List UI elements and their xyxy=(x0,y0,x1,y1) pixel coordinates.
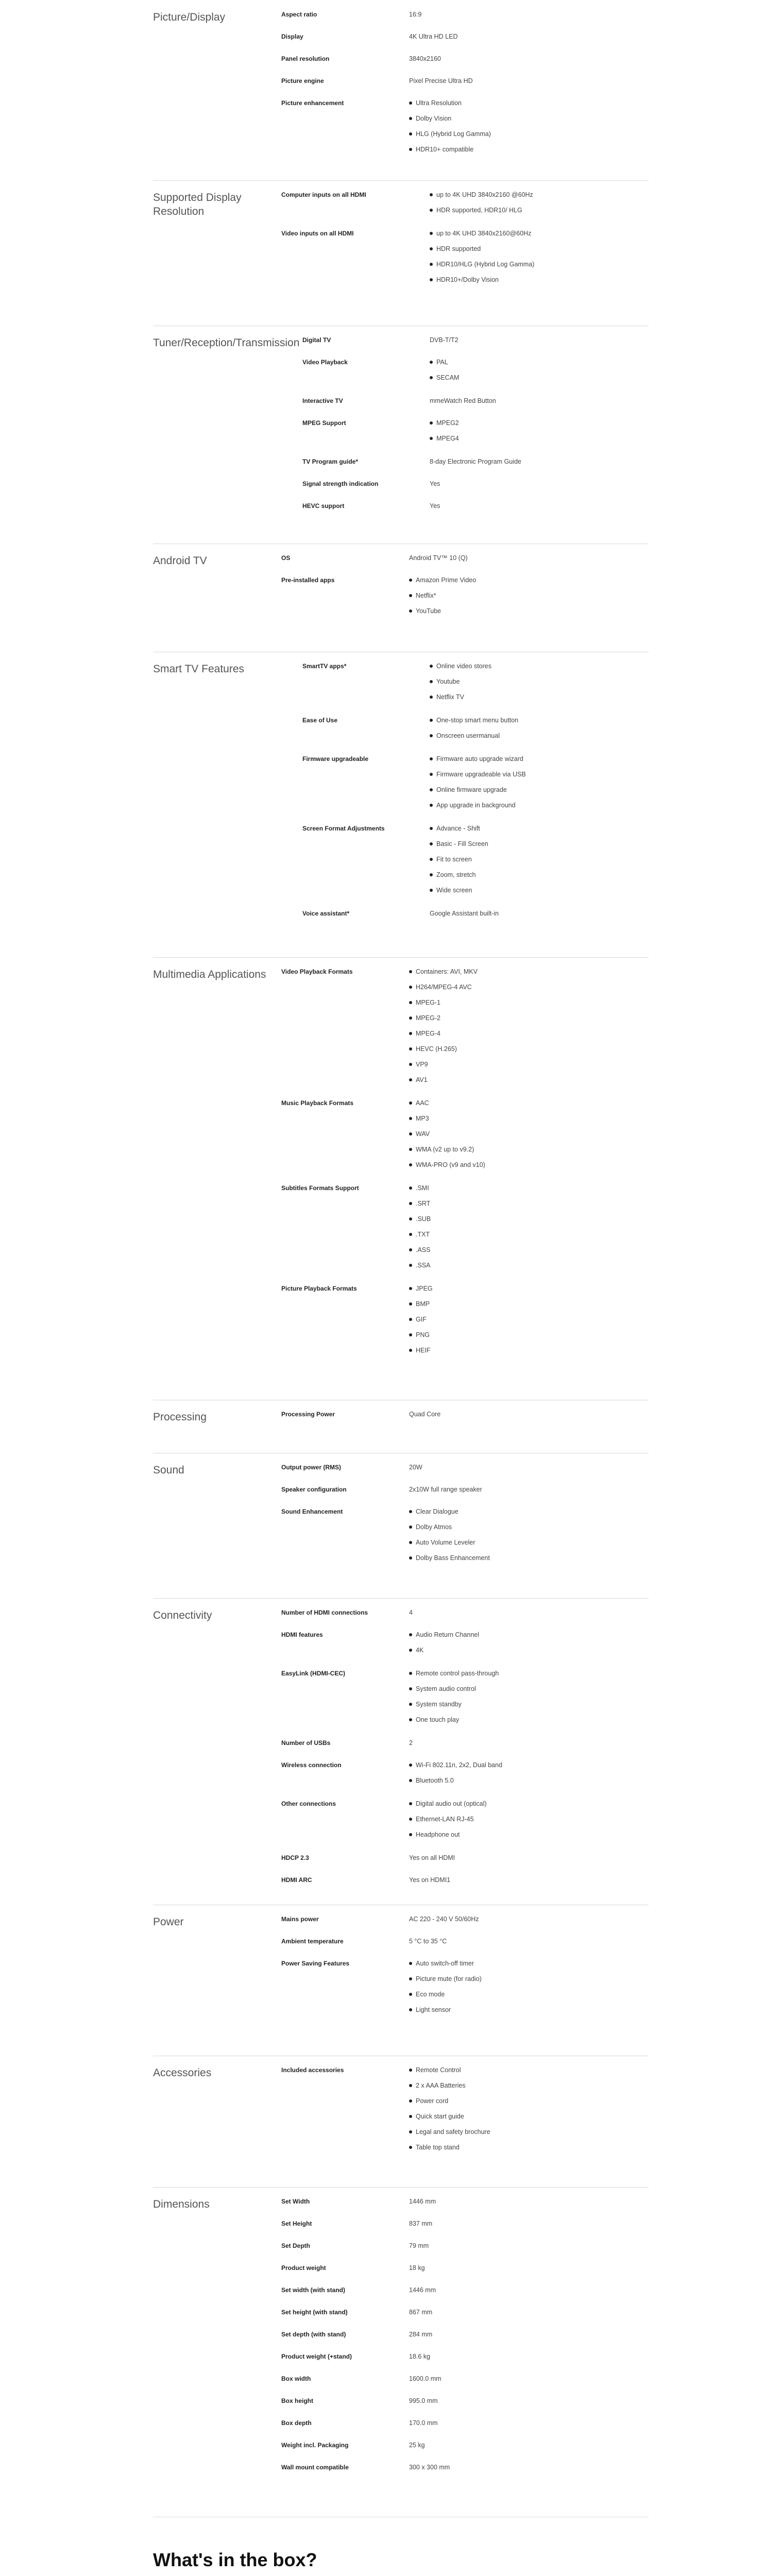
spec-list-item: H264/MPEG-4 AVC xyxy=(409,983,478,998)
spec-label: Set width (with stand) xyxy=(281,2286,345,2294)
spec-list-item: Online video stores xyxy=(430,662,491,677)
spec-label: Interactive TV xyxy=(302,397,343,404)
spec-list-item: WMA (v2 up to v9.2) xyxy=(409,1145,485,1161)
spec-list-item: Remote control pass-through xyxy=(409,1669,499,1685)
spec-label: Ease of Use xyxy=(302,717,338,724)
spec-value-list xyxy=(430,824,488,902)
spec-value-list xyxy=(409,2066,490,2159)
section-supported-display-resolution xyxy=(153,180,649,326)
spec-list-item: .SRT xyxy=(409,1199,431,1215)
spec-value-list xyxy=(409,1184,431,1277)
spec-label: Output power (RMS) xyxy=(281,1464,341,1471)
spec-label: Number of USBs xyxy=(281,1739,331,1747)
spec-list-item: HDR10+/Dolby Vision xyxy=(430,276,534,291)
section-connectivity xyxy=(153,1598,649,1905)
spec-label: Mains power xyxy=(281,1916,319,1923)
spec-value: 837 mm xyxy=(409,2220,433,2227)
spec-value-list xyxy=(409,99,491,161)
spec-list-item: App upgrade in background xyxy=(430,801,526,817)
spec-value: 4 xyxy=(409,1609,413,1616)
spec-list-item: BMP xyxy=(409,1300,433,1315)
spec-label: Sound Enhancement xyxy=(281,1508,343,1515)
section-power xyxy=(153,1905,649,2056)
spec-list-item: Bluetooth 5.0 xyxy=(409,1776,502,1792)
spec-label: Box depth xyxy=(281,2419,312,2427)
spec-list-item: One touch play xyxy=(409,1716,499,1731)
spec-list-item: System standby xyxy=(409,1700,499,1716)
spec-value: 16:9 xyxy=(409,11,422,18)
spec-list-item: HEIF xyxy=(409,1346,433,1362)
spec-value: 79 mm xyxy=(409,2242,429,2249)
spec-list-item: PAL xyxy=(430,358,459,374)
spec-list-item: Light sensor xyxy=(409,2006,482,2021)
spec-value: 300 x 300 mm xyxy=(409,2464,450,2471)
spec-list-item: JPEG xyxy=(409,1284,433,1300)
spec-list-item: Headphone out xyxy=(409,1831,487,1846)
spec-list-item: MPEG2 xyxy=(430,419,459,434)
spec-value: 1446 mm xyxy=(409,2286,436,2294)
spec-list-item: Amazon Prime Video xyxy=(409,576,476,591)
spec-label: Digital TV xyxy=(302,336,331,344)
spec-label: Wall mount compatible xyxy=(281,2464,349,2471)
spec-label: Weight incl. Packaging xyxy=(281,2442,349,2449)
spec-label: MPEG Support xyxy=(302,419,346,427)
spec-label: Video Playback Formats xyxy=(281,968,353,975)
spec-list-item: Zoom, stretch xyxy=(430,871,488,886)
spec-value: 18 kg xyxy=(409,2264,425,2272)
spec-value: 170.0 mm xyxy=(409,2419,438,2427)
spec-value-list xyxy=(430,419,459,450)
spec-value-list xyxy=(409,968,478,1091)
spec-label: Video Playback xyxy=(302,359,348,366)
spec-label: EasyLink (HDMI-CEC) xyxy=(281,1670,346,1677)
spec-label: Number of HDMI connections xyxy=(281,1609,368,1616)
spec-value: 5 °C to 35 °C xyxy=(409,1938,447,1945)
spec-label: Display xyxy=(281,33,303,40)
section-title: Processing xyxy=(153,1411,207,1423)
spec-list-item: One-stop smart menu button xyxy=(430,716,518,732)
spec-label: Box width xyxy=(281,2375,311,2382)
spec-list-item: .TXT xyxy=(409,1230,431,1246)
spec-label: Picture engine xyxy=(281,77,324,84)
spec-list-item: HEVC (H.265) xyxy=(409,1045,478,1060)
section-multimedia xyxy=(153,957,649,1400)
spec-label: Set Depth xyxy=(281,2242,311,2249)
spec-value-list xyxy=(430,191,533,222)
spec-list-item: Onscreen usermanual xyxy=(430,732,518,747)
spec-value-list xyxy=(409,1669,499,1731)
spec-value: 2 xyxy=(409,1739,413,1747)
spec-label: HDMI features xyxy=(281,1631,323,1638)
section-title: Accessories xyxy=(153,2067,212,2079)
spec-value-list xyxy=(430,755,526,817)
spec-label: Computer inputs on all HDMI xyxy=(281,191,366,198)
spec-label: Product weight xyxy=(281,2264,326,2272)
spec-list-item: Netflix TV xyxy=(430,693,491,708)
spec-list-item: 2 x AAA Batteries xyxy=(409,2081,490,2097)
spec-list-item: Firmware upgradeable via USB xyxy=(430,770,526,786)
spec-value-list xyxy=(430,716,518,747)
spec-label: Signal strength indication xyxy=(302,480,379,487)
spec-value: Yes xyxy=(430,480,440,487)
spec-list-item: WMA-PRO (v9 and v10) xyxy=(409,1161,485,1176)
section-smart-tv xyxy=(153,652,649,958)
spec-list-item: 4K xyxy=(409,1646,479,1662)
spec-label: Product weight (+stand) xyxy=(281,2353,352,2360)
spec-list-item: Netflix* xyxy=(409,591,476,607)
spec-label: Other connections xyxy=(281,1800,336,1807)
spec-list-item: Remote Control xyxy=(409,2066,490,2081)
spec-list-item: MPEG4 xyxy=(430,434,459,450)
spec-list-item: HDR10/HLG (Hybrid Log Gamma) xyxy=(430,260,534,276)
spec-label: Set depth (with stand) xyxy=(281,2331,346,2338)
spec-value: Android TV™ 10 (Q) xyxy=(409,554,468,562)
spec-list-item: HDR supported xyxy=(430,245,534,260)
section-tuner xyxy=(153,326,649,544)
spec-label: Video inputs on all HDMI xyxy=(281,230,354,237)
section-title: Sound xyxy=(153,1464,184,1476)
spec-list-item: up to 4K UHD 3840x2160@60Hz xyxy=(430,229,534,245)
spec-list-item: YouTube xyxy=(409,607,476,622)
spec-label: Box height xyxy=(281,2397,313,2404)
spec-value-list xyxy=(409,1800,487,1846)
spec-label: Music Playback Formats xyxy=(281,1099,354,1107)
spec-list-item: MPEG-4 xyxy=(409,1029,478,1045)
section-dimensions xyxy=(153,2187,649,2517)
spec-list-item: Auto Volume Leveler xyxy=(409,1538,490,1554)
section-android-tv xyxy=(153,544,649,652)
spec-label: Panel resolution xyxy=(281,55,330,62)
spec-value: 3840x2160 xyxy=(409,55,441,62)
spec-list-item: Audio Return Channel xyxy=(409,1631,479,1646)
section-title: Dimensions xyxy=(153,2198,210,2210)
spec-value: 1446 mm xyxy=(409,2198,436,2205)
spec-list-item: Dolby Atmos xyxy=(409,1523,490,1538)
spec-list-item: Ethernet-LAN RJ-45 xyxy=(409,1815,487,1831)
spec-value: 4K Ultra HD LED xyxy=(409,33,458,40)
spec-list-item: Youtube xyxy=(430,677,491,693)
section-accessories xyxy=(153,2056,649,2188)
spec-value: Yes on all HDMI xyxy=(409,1854,455,1861)
spec-value: Quad Core xyxy=(409,1411,441,1418)
spec-label: Set Width xyxy=(281,2198,310,2205)
spec-value-list xyxy=(430,229,534,291)
spec-value: 8-day Electronic Program Guide xyxy=(430,458,521,465)
spec-value: 18.6 kg xyxy=(409,2353,431,2360)
section-title: Picture/Display xyxy=(153,11,226,23)
spec-list-item: Advance - Shift xyxy=(430,824,488,840)
section-title: Smart TV Features xyxy=(153,663,245,675)
spec-label: HDMI ARC xyxy=(281,1876,312,1884)
spec-list-item: MP3 xyxy=(409,1114,485,1130)
spec-list-item: HDR supported, HDR10/ HLG xyxy=(430,206,533,222)
spec-value: Pixel Precise Ultra HD xyxy=(409,77,473,84)
spec-label: Set height (with stand) xyxy=(281,2309,348,2316)
spec-list-item: Auto switch-off timer xyxy=(409,1959,482,1975)
spec-label: Pre-installed apps xyxy=(281,577,335,584)
spec-list-item: MPEG-1 xyxy=(409,998,478,1014)
spec-value: 995.0 mm xyxy=(409,2397,438,2404)
spec-list-item: Basic - Fill Screen xyxy=(430,840,488,855)
spec-label: Ambient temperature xyxy=(281,1938,344,1945)
spec-label: Subtitles Formats Support xyxy=(281,1184,359,1192)
spec-list-item: AAC xyxy=(409,1099,485,1114)
spec-list-item: .SMI xyxy=(409,1184,431,1199)
spec-label: OS xyxy=(281,554,291,562)
spec-label: SmartTV apps* xyxy=(302,663,347,670)
section-title: Android TV xyxy=(153,555,207,567)
spec-value: Google Assistant built-in xyxy=(430,910,499,917)
section-sound xyxy=(153,1453,649,1599)
spec-list-item: Dolby Vision xyxy=(409,114,491,130)
spec-list-item: MPEG-2 xyxy=(409,1014,478,1029)
spec-label: HDCP 2.3 xyxy=(281,1854,309,1861)
spec-label: Aspect ratio xyxy=(281,11,317,18)
spec-list-item: Online firmware upgrade xyxy=(430,786,526,801)
spec-value-list xyxy=(409,1959,482,2021)
spec-list-item: GIF xyxy=(409,1315,433,1331)
spec-value-list xyxy=(409,1284,433,1362)
spec-list-item: Quick start guide xyxy=(409,2112,490,2128)
section-title: Connectivity xyxy=(153,1609,212,1621)
spec-label: Screen Format Adjustments xyxy=(302,825,385,832)
spec-value-list xyxy=(409,1507,490,1569)
spec-list-item: Picture mute (for radio) xyxy=(409,1975,482,1990)
spec-list-item: Table top stand xyxy=(409,2143,490,2159)
spec-list-item: Containers: AVI, MKV xyxy=(409,968,478,983)
section-title: Tuner/Reception/Transmission xyxy=(153,337,300,349)
section-title: Multimedia Applications xyxy=(153,969,266,980)
spec-list-item: Clear Dialogue xyxy=(409,1507,490,1523)
spec-list-item: Fit to screen xyxy=(430,855,488,871)
spec-list-item: System audio control xyxy=(409,1685,499,1700)
spec-label: HEVC support xyxy=(302,502,345,510)
section-title: Power xyxy=(153,1916,184,1928)
spec-label: Wireless connection xyxy=(281,1761,342,1769)
spec-list-item: .ASS xyxy=(409,1246,431,1261)
spec-value: mmeWatch Red Button xyxy=(430,397,496,404)
spec-list-item: SECAM xyxy=(430,374,459,389)
spec-list-item: Power cord xyxy=(409,2097,490,2112)
spec-label: Firmware upgradeable xyxy=(302,755,369,762)
spec-list-item: Digital audio out (optical) xyxy=(409,1800,487,1815)
spec-label: Power Saving Features xyxy=(281,1960,350,1967)
spec-list-item: Wi-Fi 802.11n, 2x2, Dual band xyxy=(409,1761,502,1776)
spec-list-item: VP9 xyxy=(409,1060,478,1076)
spec-label: Included accessories xyxy=(281,2066,344,2074)
spec-list-item: Legal and safety brochure xyxy=(409,2128,490,2143)
spec-label: Voice assistant* xyxy=(302,910,350,917)
spec-list-item: Dolby Bass Enhancement xyxy=(409,1554,490,1569)
spec-value: 25 kg xyxy=(409,2442,425,2449)
spec-list-item: Eco mode xyxy=(409,1990,482,2006)
spec-label: TV Program guide* xyxy=(302,458,359,465)
spec-label: Picture Playback Formats xyxy=(281,1285,357,1292)
spec-list-item: HLG (Hybrid Log Gamma) xyxy=(409,130,491,145)
spec-list-item: Ultra Resolution xyxy=(409,99,491,114)
spec-value-list xyxy=(409,1761,502,1792)
spec-value-list xyxy=(409,1099,485,1176)
spec-list-item: .SUB xyxy=(409,1215,431,1230)
spec-value-list xyxy=(430,358,459,389)
spec-value: 867 mm xyxy=(409,2309,433,2316)
spec-value: Yes on HDMI1 xyxy=(409,1876,451,1884)
spec-list-item: WAV xyxy=(409,1130,485,1145)
spec-label: Set Height xyxy=(281,2220,312,2227)
spec-value: 2x10W full range speaker xyxy=(409,1486,482,1493)
spec-value-list xyxy=(409,576,476,622)
spec-label: Speaker configuration xyxy=(281,1486,347,1493)
spec-label: Picture enhancement xyxy=(281,99,344,107)
section-picture-display xyxy=(153,0,649,181)
section-title: Supported Display Resolution xyxy=(153,192,242,217)
spec-list-item: HDR10+ compatible xyxy=(409,145,491,161)
spec-value: 20W xyxy=(409,1464,422,1471)
spec-label: Processing Power xyxy=(281,1411,335,1418)
spec-value-list xyxy=(430,662,491,708)
spec-value: AC 220 - 240 V 50/60Hz xyxy=(409,1916,479,1923)
spec-list-item: .SSA xyxy=(409,1261,431,1277)
spec-value: Yes xyxy=(430,502,440,510)
in-the-box-heading: What's in the box? xyxy=(153,2549,317,2570)
spec-value: 1600.0 mm xyxy=(409,2375,442,2382)
spec-list-item: Firmware auto upgrade wizard xyxy=(430,755,526,770)
spec-value: 284 mm xyxy=(409,2331,433,2338)
spec-list-item: AV1 xyxy=(409,1076,478,1091)
spec-list-item: up to 4K UHD 3840x2160 @60Hz xyxy=(430,191,533,206)
spec-list-item: PNG xyxy=(409,1331,433,1346)
section-processing xyxy=(153,1400,649,1453)
spec-value-list xyxy=(409,1631,479,1662)
spec-list-item: Wide screen xyxy=(430,886,488,902)
spec-value: DVB-T/T2 xyxy=(430,336,459,344)
